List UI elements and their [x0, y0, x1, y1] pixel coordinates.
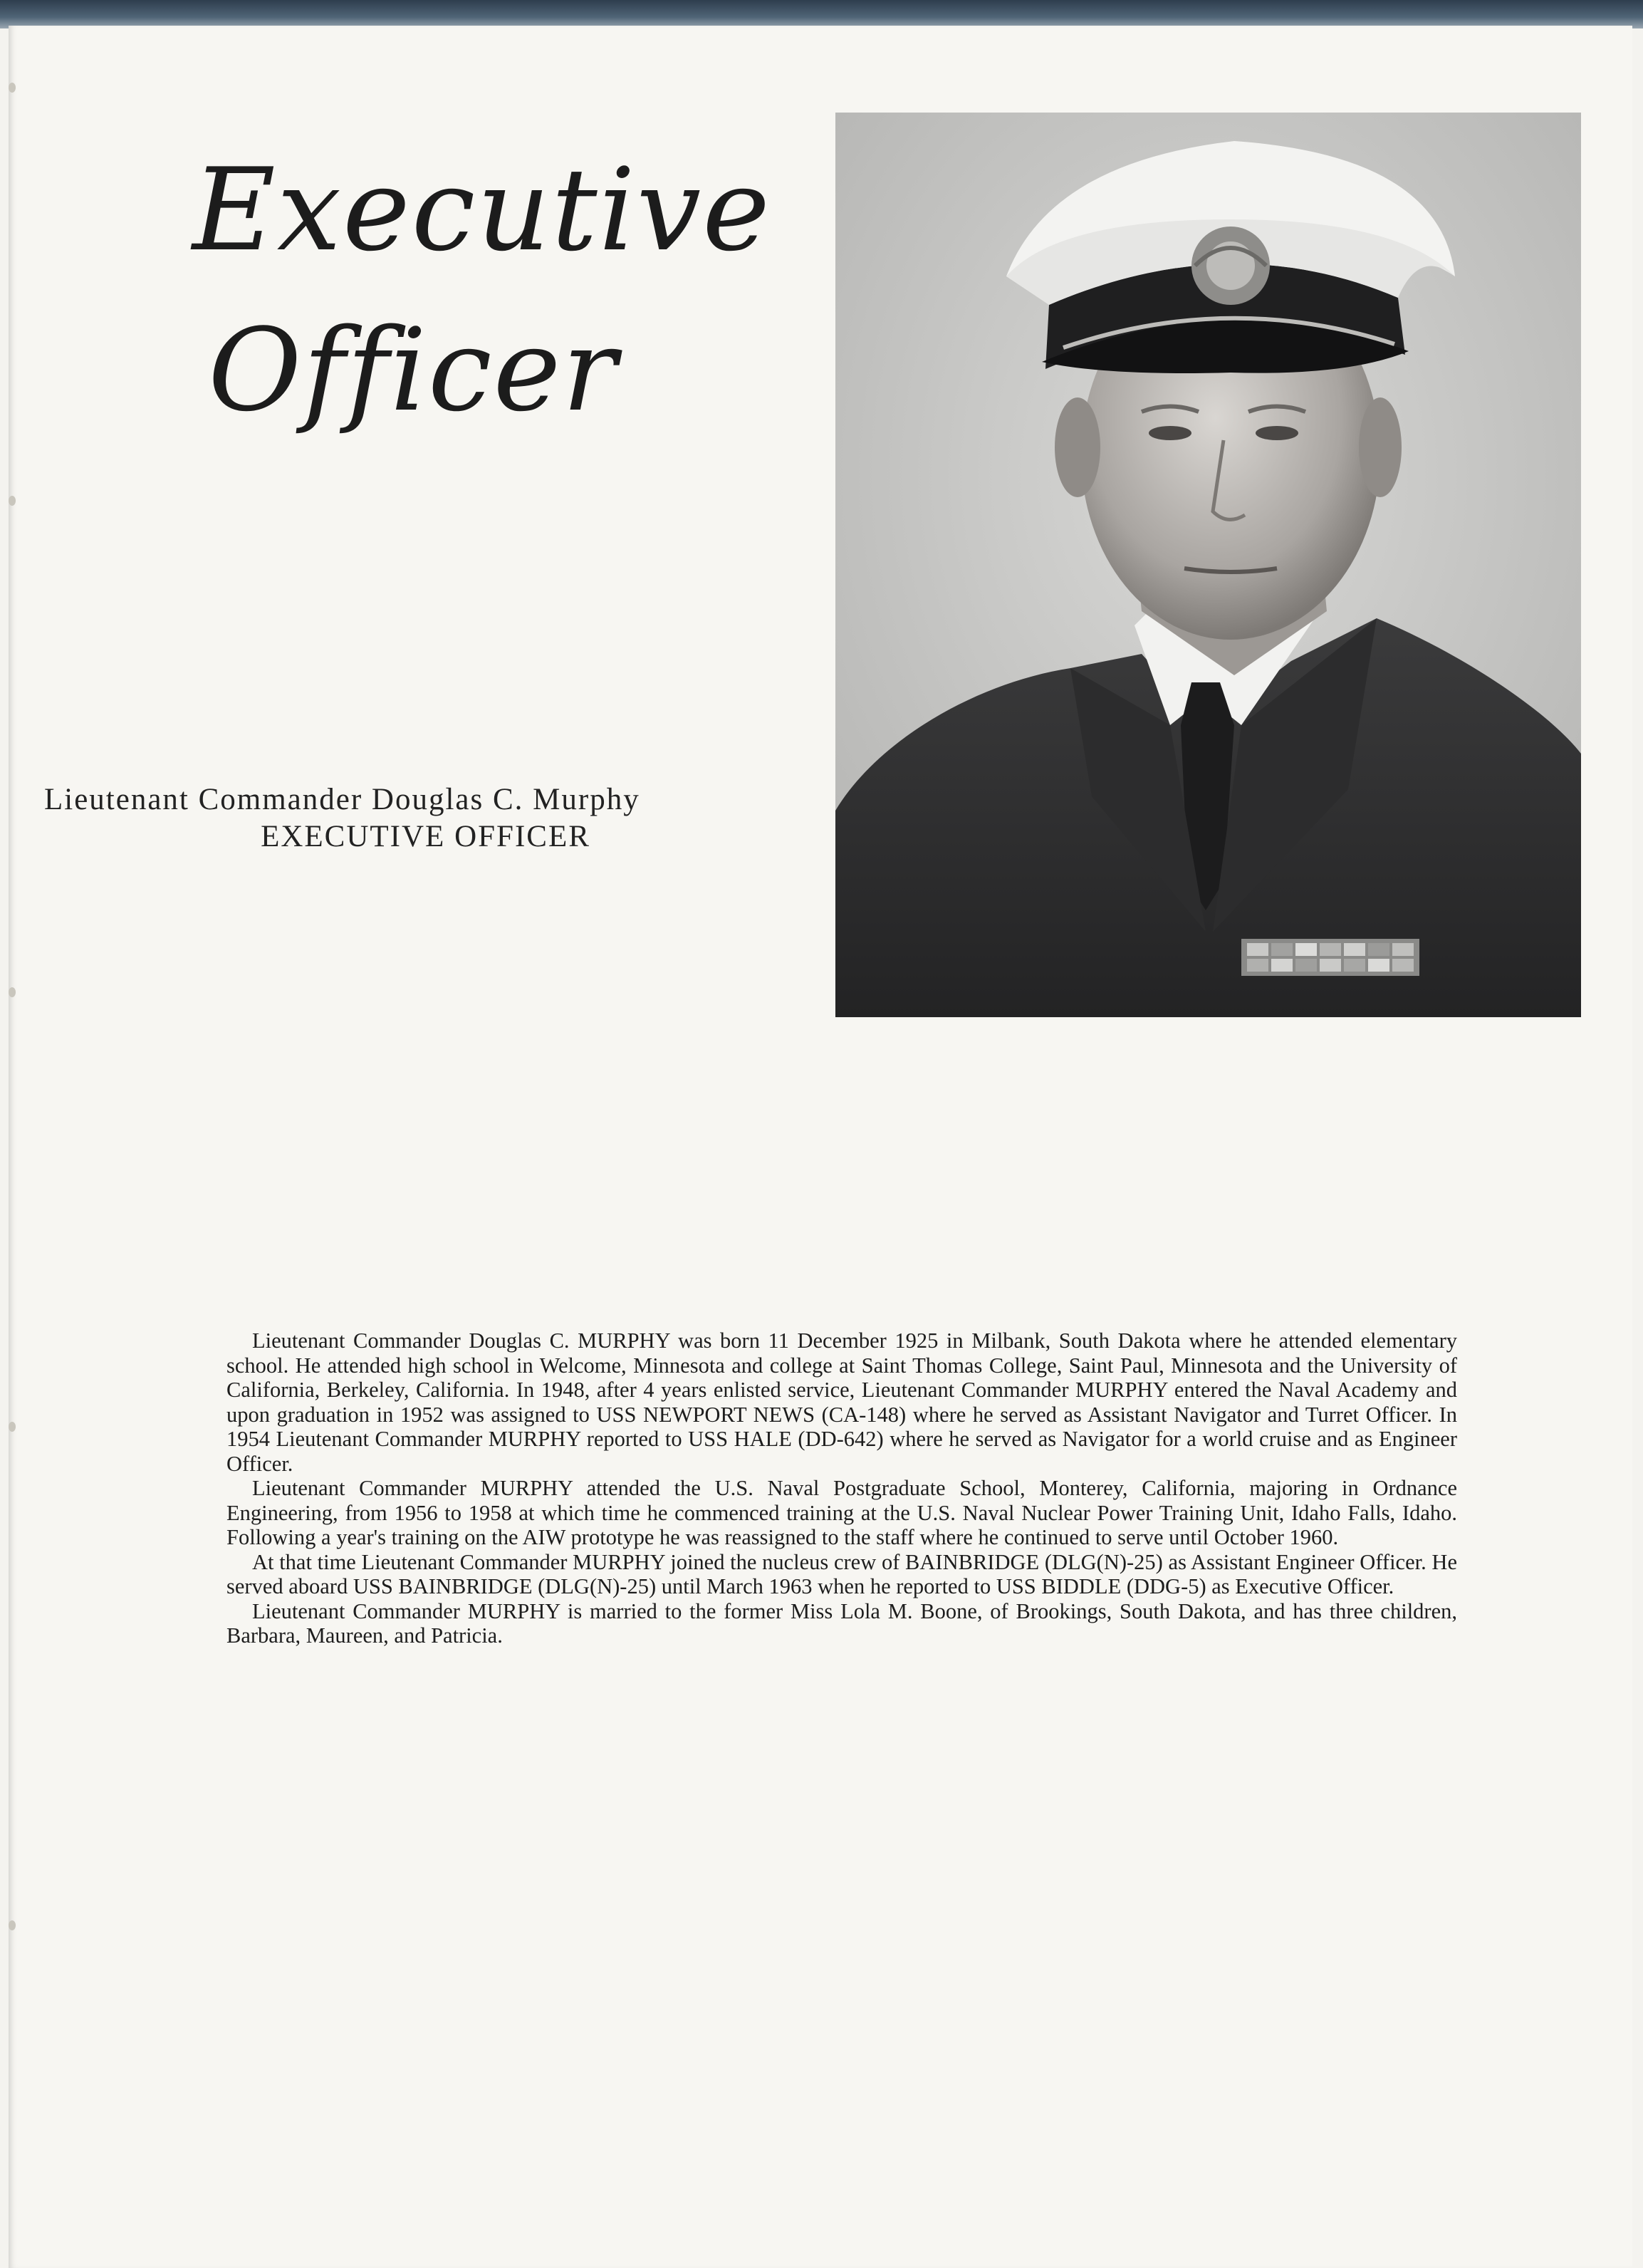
bio-paragraph-2: Lieutenant Commander MURPHY attended the U.S. Naval Postgraduate School, Monterey, California, majoring in Ordnance Engineering, from 1956 to 1958 at which time he commenced training at the U.S. Naval Nuclear Power Training Unit, Idaho Falls, Idaho. Following a year's training on the AIW prototype he was reassigned to the staff where he continued to serve until October 1960.	[226, 1476, 1457, 1549]
page-top-edge	[0, 0, 1643, 28]
officer-name-caption: Lieutenant Commander Douglas C. Murphy	[44, 783, 640, 816]
binding-hole-mark	[9, 1422, 16, 1432]
binding-hole-mark	[9, 83, 16, 93]
officer-title-caption: EXECUTIVE OFFICER	[261, 820, 590, 853]
bio-paragraph-3: At that time Lieutenant Commander MURPHY joined the nucleus crew of BAINBRIDGE (DLG(N)-25) as Assistant Engineer Officer. He served aboard USS BAINBRIDGE (DLG(N)-25) until March 1963 when he reported to USS BIDDLE (DDG-5) as Executive Officer.	[226, 1549, 1457, 1598]
binding-hole-mark	[9, 1920, 16, 1930]
page-title-line-2: Officer	[208, 303, 618, 437]
bio-paragraph-1: Lieutenant Commander Douglas C. MURPHY was born 11 December 1925 in Milbank, South Dakota where he attended elementary school. He attended high school in Welcome, Minnesota and college at Saint Thomas College, Saint Paul, Minnesota and the University of California, Berkeley, California. In 1948, after 4 years enlisted service, Lieutenant Commander MURPHY entered the Naval Academy and upon graduation in 1952 was assigned to USS NEWPORT NEWS (CA-148) where he served as Assistant Navigator and Turret Officer. In 1954 Lieutenant Commander MURPHY reported to USS HALE (DD-642) where he served as Navigator for a world cruise and as Engineer Officer.	[226, 1328, 1457, 1476]
binding-hole-mark	[9, 496, 16, 506]
biography-text	[226, 1328, 1457, 1648]
page-title-line-1: Executive	[192, 143, 771, 276]
binding-hole-mark	[9, 987, 16, 997]
portrait-illustration	[835, 113, 1581, 1017]
bio-paragraph-4: Lieutenant Commander MURPHY is married to the former Miss Lola M. Boone, of Brookings, South Dakota, and has three children, Barbara, Maureen, and Patricia.	[226, 1598, 1457, 1648]
portrait-photo	[835, 113, 1581, 1017]
